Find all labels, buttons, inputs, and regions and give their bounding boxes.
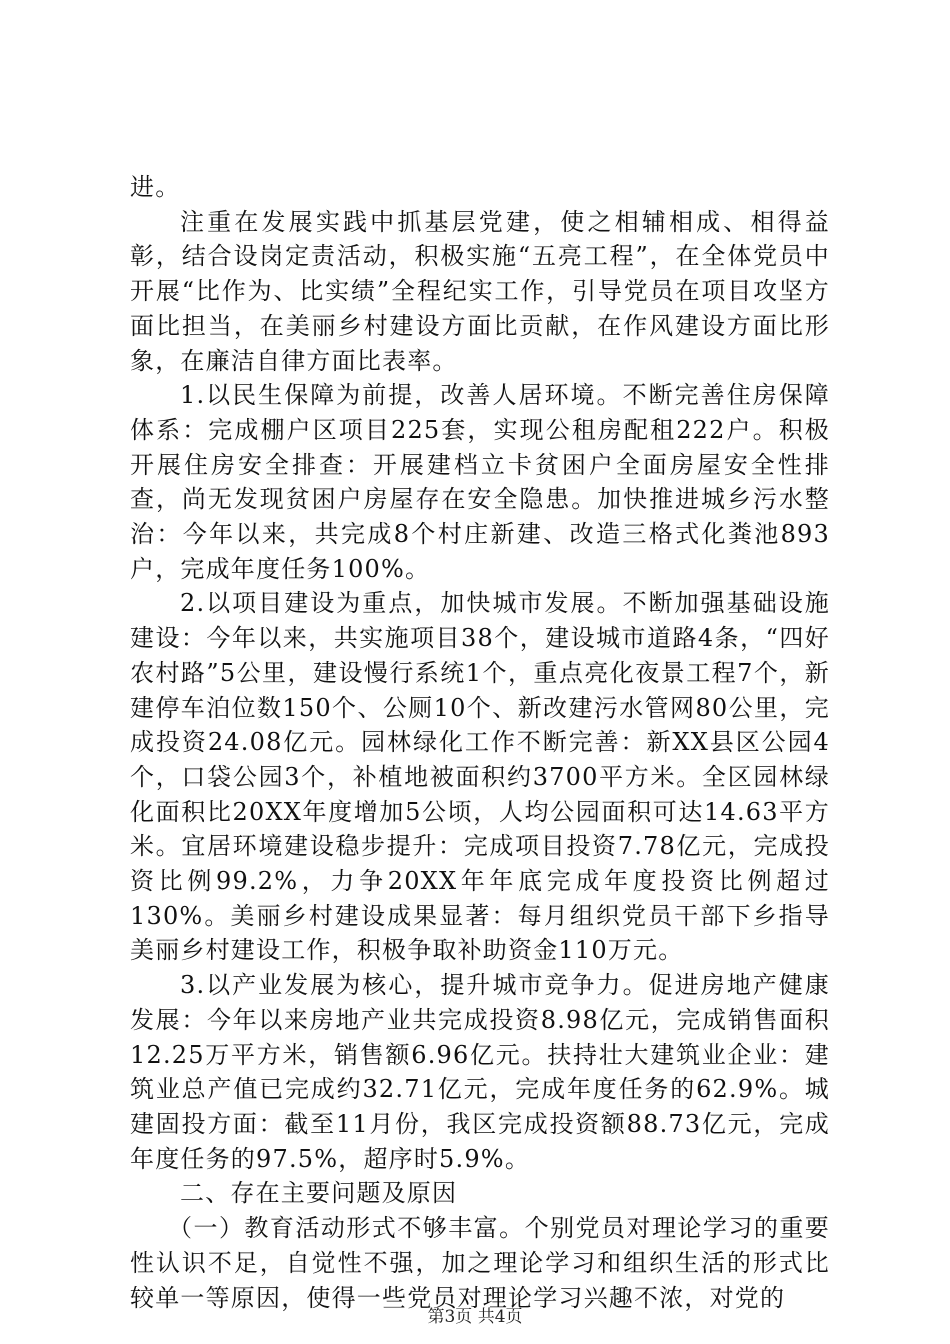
paragraph-party-building: 注重在发展实践中抓基层党建，使之相辅相成、相得益彰，结合设岗定责活动，积极实施“五亮工程”，在全体党员中开展“比作为、比实绩”全程纪实工作，引导党员在项目攻坚方面比担当，在美丽乡村建设方面比贡献，在作风建设方面比形象，在廉洁自律方面比表率。 [130,207,830,375]
paragraph-continuation: 进。 [130,173,181,201]
section-heading-problems: 二、存在主要问题及原因 [180,1179,458,1208]
paragraph-item-3: 3.以产业发展为核心，提升城市竞争力。促进房地产健康发展：今年以来房地产业共完成投资8.98亿元，完成销售面积12.25万平方米，销售额6.96亿元。扶持壮大建筑业企业：建筑业总产值已完成约32.71亿元，完成年度任务的62.9%。城建固投方面：截至11月份，我区完成投资额88.73亿元，完成年度任务的97.5%，超序时5.9%。 [130,971,830,1173]
document-body [130,170,830,1315]
paragraph-problem-1: （一）教育活动形式不够丰富。个别党员对理论学习的重要性认识不足，自觉性不强，加之理论学习和组织生活的形式比较单一等原因，使得一些党员对理论学习兴趣不浓，对党的 [130,1214,830,1312]
paragraph-item-2: 2.以项目建设为重点，加快城市发展。不断加强基础设施建设：今年以来，共实施项目38个，建设城市道路4条，“四好农村路”5公里，建设慢行系统1个，重点亮化夜景工程7个，新建停车泊位数150个、公厕10个、新改建污水管网80公里，完成投资24.08亿元。园林绿化工作不断完善：新XX县区公园4个，口袋公园3个，补植地被面积约3700平方米。全区园林绿化面积比20XX年度增加5公顷，人均公园面积可达14.63平方米。宜居环境建设稳步提升：完成项目投资7.78亿元，完成投资比例99.2%，力争20XX年年底完成年度投资比例超过130%。美丽乡村建设成果显著：每月组织党员干部下乡指导美丽乡村建设工作，积极争取补助资金110万元。 [130,589,830,965]
page-footer: 第3页 共4页 [427,1307,523,1327]
paragraph-item-1: 1.以民生保障为前提，改善人居环境。不断完善住房保障体系：完成棚户区项目225套，实现公租房配租222户。积极开展住房安全排查：开展建档立卡贫困户全面房屋安全性排查，尚无发现贫困户房屋存在安全隐患。加快推进城乡污水整治：今年以来，共完成8个村庄新建、改造三格式化粪池893户，完成年度任务100%。 [130,381,830,583]
